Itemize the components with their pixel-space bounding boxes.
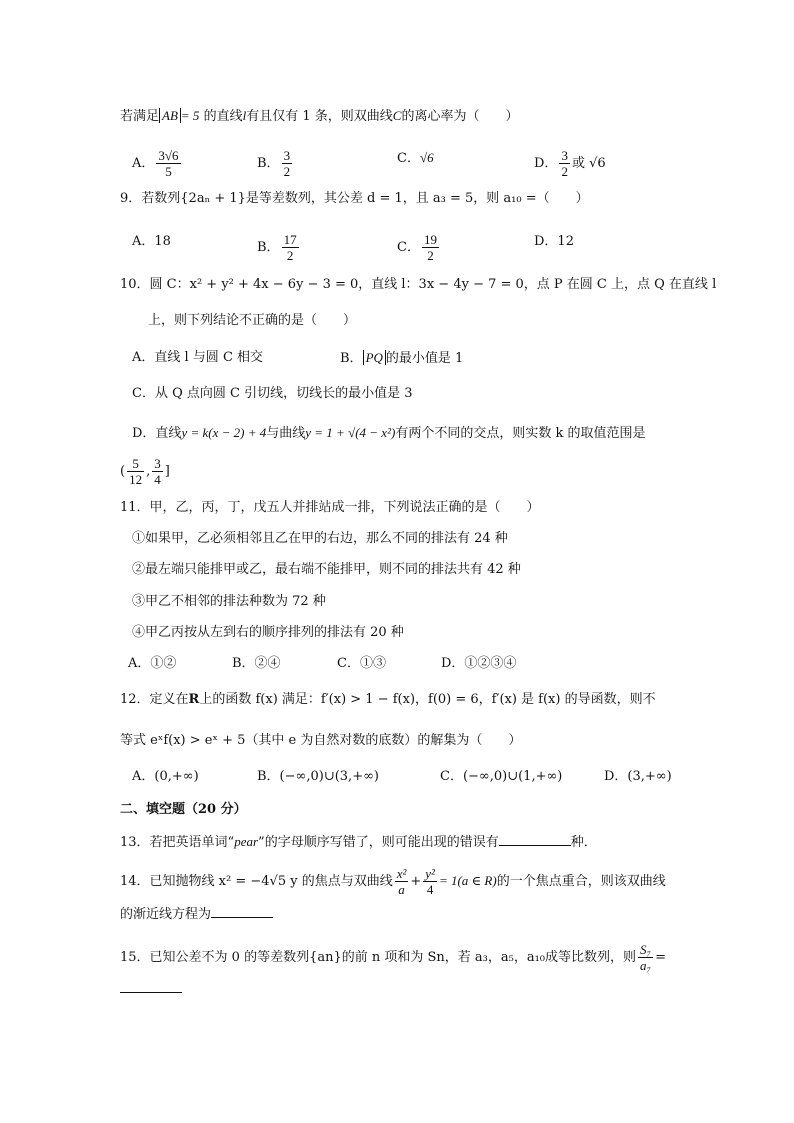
q8-option-c: C．√6 [397, 150, 434, 166]
fraction: $\frac{17}{2}$ [283, 232, 297, 263]
answer-blank[interactable] [499, 831, 571, 846]
q9-stem: 9．若数列{2aₙ + 1}是等差数列，其公差 d = 1，且 a₃ = 5，则 a₁₀ =（ ） [120, 191, 589, 206]
q11-statement-3: ③甲乙不相邻的排法种数为 72 种 [132, 594, 326, 609]
fraction: $\frac{19}{2}$ [423, 232, 437, 263]
word-pear: pear [234, 834, 259, 849]
fraction: $\frac{\text{S₇}}{\text{a₇}}$ [640, 942, 652, 973]
q12-stem-line1: 12．定义在R上的函数 f(x) 满足：f′(x) > 1 − f(x)，f(0) = 6，f′(x) 是 f(x) 的导函数，则不 [120, 692, 656, 707]
abs-pq: PQ [363, 350, 386, 365]
q10-option-d: D．直线y = k(x − 2) + 4与曲线y = 1 + √(4 − x²)有两个不同的交点，则实数 k 的取值范围是 [132, 425, 646, 441]
answer-blank[interactable] [211, 903, 273, 918]
section-heading: 二、填空题（20 分） [120, 802, 247, 817]
q8-option-a: A． $\frac{3√6}{5}$ [132, 148, 179, 179]
q15-answer-line [120, 978, 182, 1000]
q12-option-b: B．(−∞,0)∪(3,+∞) [257, 769, 379, 784]
abs-ab: AB [159, 108, 181, 123]
q8-stem: 若满足 AB = 5 的直线l有且仅有 1 条，则双曲线C的离心率为（ ） [120, 108, 519, 124]
q12-option-c: C．(−∞,0)∪(1,+∞) [440, 769, 563, 784]
q11-stem: 11．甲，乙，丙，丁，戊五人并排站成一排，下列说法正确的是（ ） [120, 500, 540, 515]
q10-stem-line1: 10．圆 C：x² + y² + 4x − 6y − 3 = 0，直线 l：3x − 4y − 7 = 0，点 P 在圆 C 上，点 Q 在直线 l [120, 277, 717, 292]
answer-blank[interactable] [120, 978, 182, 993]
q9-option-b: B． $\frac{17}{2}$ [257, 232, 297, 263]
fraction: $\frac{\text{y²}}{4}$ [425, 866, 435, 897]
q9-option-c: C． $\frac{19}{2}$ [397, 232, 437, 263]
fraction: $\frac{3}{4}$ [154, 456, 161, 487]
q10-stem-line2: 上，则下列结论不正确的是（ ） [148, 313, 357, 328]
fraction: $\frac{5}{12}$ [129, 456, 143, 487]
q9-option-a: A．18 [132, 234, 171, 249]
q12-option-a: A．(0,+∞) [132, 769, 199, 784]
q14-stem-line2: 的渐近线方程为 [120, 903, 273, 925]
q11-option-c: C．①③ [337, 656, 386, 671]
q11-option-d: D．①②③④ [441, 656, 517, 671]
fraction: $\frac{\text{x²}}{a}$ [396, 866, 407, 897]
q11-statement-4: ④甲乙丙按从左到右的顺序排列的排法有 20 种 [132, 625, 404, 640]
q10-option-d-range: ( $\frac{5}{12}$ , $\frac{3}{4}$ ] [120, 456, 170, 487]
q11-statement-2: ②最左端只能排甲或乙，最右端不能排甲，则不同的排法共有 42 种 [132, 562, 521, 577]
q14-stem-line1: 14．已知抛物线 x² = −4√5 y 的焦点与双曲线 $\frac{\text{x²}}{a}$ + $\frac{\text{y²}}{4}$ = 1(a ∈ R)的一个焦点重合，则该双曲线 [120, 866, 666, 897]
q15-stem: 15．已知公差不为 0 的等差数列{an}的前 n 项和为 Sn，若 a₃，a₅，a₁₀成等比数列，则 $\frac{\text{S₇}}{\text{a₇}}$ = [120, 942, 666, 973]
q11-option-b: B．②④ [232, 656, 281, 671]
fraction: $\frac{3}{2}$ [283, 148, 291, 179]
q10-option-c: C．从 Q 点向圆 C 引切线，切线长的最小值是 3 [132, 386, 413, 401]
q8-option-b: B． $\frac{3}{2}$ [257, 148, 291, 179]
q9-option-d: D．12 [534, 234, 574, 249]
q11-statement-1: ①如果甲，乙必须相邻且乙在甲的右边，那么不同的排法有 24 种 [132, 531, 508, 546]
q11-option-a: A．①② [128, 656, 177, 671]
fraction: $\frac{3√6}{5}$ [158, 148, 179, 179]
q12-stem-line2: 等式 eˣf(x) > eˣ + 5（其中 e 为自然对数的底数）的解集为（ ） [120, 733, 522, 748]
q8-option-d: D． $\frac{3}{2}$ 或 √6 [534, 148, 606, 179]
q10-option-b: B． PQ 的最小值是 1 [340, 350, 464, 366]
fraction: $\frac{3}{2}$ [561, 148, 568, 179]
q13-stem: 13．若把英语单词“pear”的字母顺序写错了，则可能出现的错误有 种． [120, 831, 597, 853]
q12-option-d: D．(3,+∞) [604, 769, 672, 784]
q10-option-a: A．直线 l 与圆 C 相交 [132, 350, 264, 365]
